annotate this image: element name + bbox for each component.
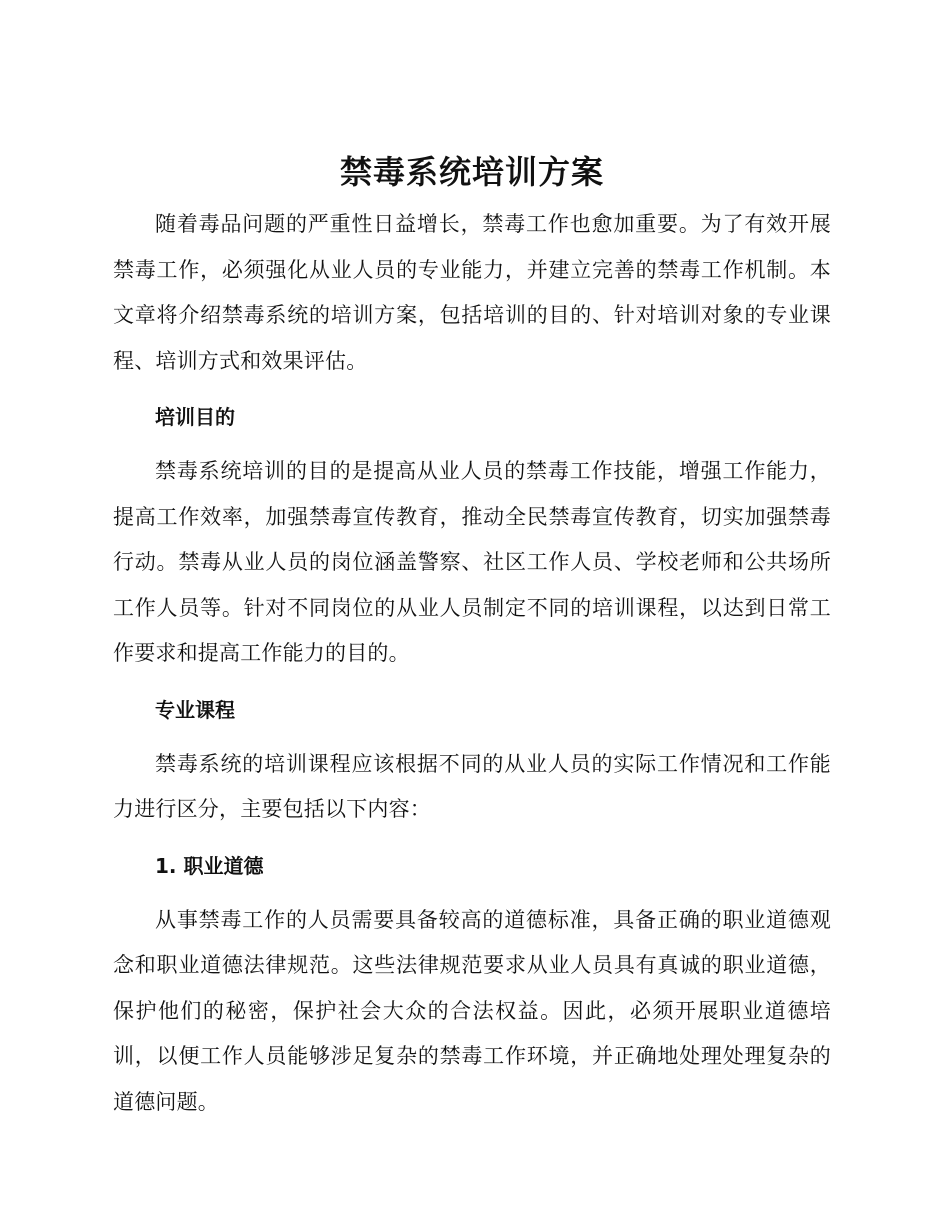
- section-paragraph-courses: 禁毒系统的培训课程应该根据不同的从业人员的实际工作情况和工作能力进行区分，主要包括以下内容：: [113, 751, 831, 821]
- document-body: [113, 148, 831, 1125]
- section-heading-courses: 专业课程: [155, 697, 235, 722]
- section-heading-purpose: 培训目的: [155, 405, 235, 429]
- document-title: 禁毒系统培训方案: [339, 153, 604, 191]
- intro-paragraph: 随着毒品问题的严重性日益增长，禁毒工作也愈加重要。为了有效开展禁毒工作，必须强化从业人员的专业能力，并建立完善的禁毒工作机制。本文章将介绍禁毒系统的培训方案，包括培训的目的、针对培训对象的专业课程、培训方式和效果评估。: [113, 212, 831, 373]
- section-heading-ethics: 1. 职业道德: [155, 853, 264, 878]
- section-paragraph-ethics: 从事禁毒工作的人员需要具备较高的道德标准，具备正确的职业道德观念和职业道德法律规范。这些法律规范要求从业人员具有真诚的职业道德，保护他们的秘密，保护社会大众的合法权益。因此，必须开展职业道德培训，以便工作人员能够涉足复杂的禁毒工作环境，并正确地处理处理复杂的道德问题。: [113, 907, 831, 1114]
- section-paragraph-purpose: 禁毒系统培训的目的是提高从业人员的禁毒工作技能，增强工作能力，提高工作效率，加强禁毒宣传教育，推动全民禁毒宣传教育，切实加强禁毒行动。禁毒从业人员的岗位涵盖警察、社区工作人员、学校老师和公共场所工作人员等。针对不同岗位的从业人员制定不同的培训课程，以达到日常工作要求和提高工作能力的目的。: [113, 459, 831, 665]
